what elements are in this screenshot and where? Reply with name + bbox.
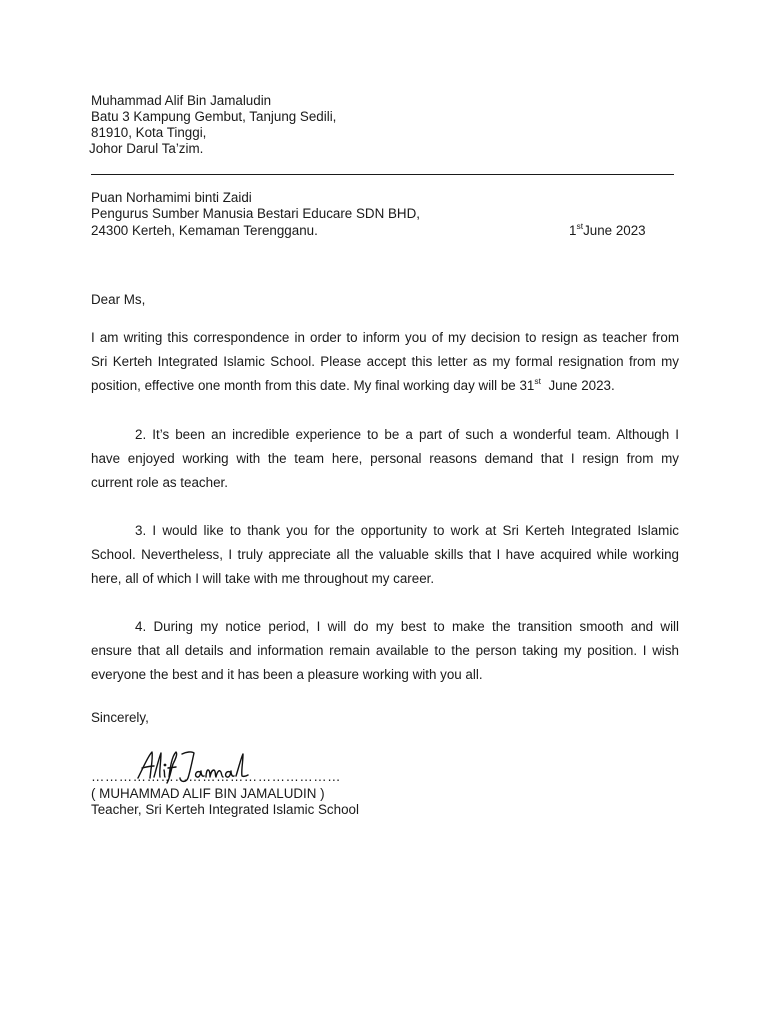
paragraph-4 [91, 615, 679, 687]
paragraph-2-line-1 [91, 423, 679, 447]
handwritten-signature [134, 748, 254, 784]
paragraph-2-line-3: current role as teacher. [91, 475, 228, 490]
signature-dotted-line: ……………………………………………… [91, 769, 342, 784]
header-divider [91, 174, 674, 175]
sender-address-line2: 81910, Kota Tinggi, [91, 125, 207, 140]
sender-address-line1: Batu 3 Kampung Gembut, Tanjung Sedili, [91, 109, 337, 124]
sender-address-line3: Johor Darul Ta’zim. [89, 141, 204, 156]
paragraph-1-line-2: Sri Kerteh Integrated Islamic School. Please accept this letter as my formal resignation from my [91, 354, 679, 369]
paragraph-3-line-1 [91, 519, 679, 543]
date-rest: June 2023 [583, 223, 646, 238]
paragraph-3-line-2: School. Nevertheless, I truly appreciate all the valuable skills that I have acquired while working [91, 547, 679, 562]
paragraph-2-line-1-text: 2. It’s been an incredible experience to be a part of such a wonderful team. Although I [135, 427, 679, 442]
paragraph-1-line-3a: position, effective one month from this date. My final working day will be 31 [91, 378, 535, 393]
paragraph-1-line-1: I am writing this correspondence in order to inform you of my decision to resign as teacher from [91, 330, 679, 345]
signatory-position: Teacher, Sri Kerteh Integrated Islamic School [91, 802, 359, 817]
signatory-name: ( MUHAMMAD ALIF BIN JAMALUDIN ) [91, 786, 325, 801]
paragraph-2-line-2: have enjoyed working with the team here, personal reasons demand that I resign from my [91, 451, 679, 466]
sender-name: Muhammad Alif Bin Jamaludin [91, 93, 272, 108]
paragraph-3 [91, 519, 679, 591]
recipient-name: Puan Norhamimi binti Zaidi [91, 190, 252, 205]
paragraph-2 [91, 423, 679, 495]
paragraph-4-line-1 [91, 615, 679, 639]
date-suffix: st [576, 220, 584, 231]
paragraph-1 [91, 326, 679, 398]
closing: Sincerely, [91, 710, 149, 725]
paragraph-4-line-2: ensure that all details and information remain available to the person taking my position. I wish [91, 643, 679, 658]
paragraph-1-line-3 [91, 374, 679, 398]
letter-date [569, 220, 646, 239]
paragraph-1-line-3b: June 2023. [548, 378, 615, 393]
paragraph-3-line-3: here, all of which I will take with me throughout my career. [91, 571, 435, 586]
recipient-title-company: Pengurus Sumber Manusia Bestari Educare SDN BHD, [91, 206, 420, 221]
paragraph-1-superscript: st [534, 375, 541, 386]
paragraph-4-line-3: everyone the best and it has been a pleasure working with you all. [91, 667, 483, 682]
date-day: 1 [569, 223, 577, 238]
paragraph-4-line-1-text: 4. During my notice period, I will do my best to make the transition smooth and will [135, 619, 679, 634]
paragraph-3-line-1-text: 3. I would like to thank you for the opportunity to work at Sri Kerteh Integrated Islamic [135, 523, 679, 538]
salutation: Dear Ms, [91, 292, 146, 307]
recipient-address: 24300 Kerteh, Kemaman Terengganu. [91, 223, 318, 238]
